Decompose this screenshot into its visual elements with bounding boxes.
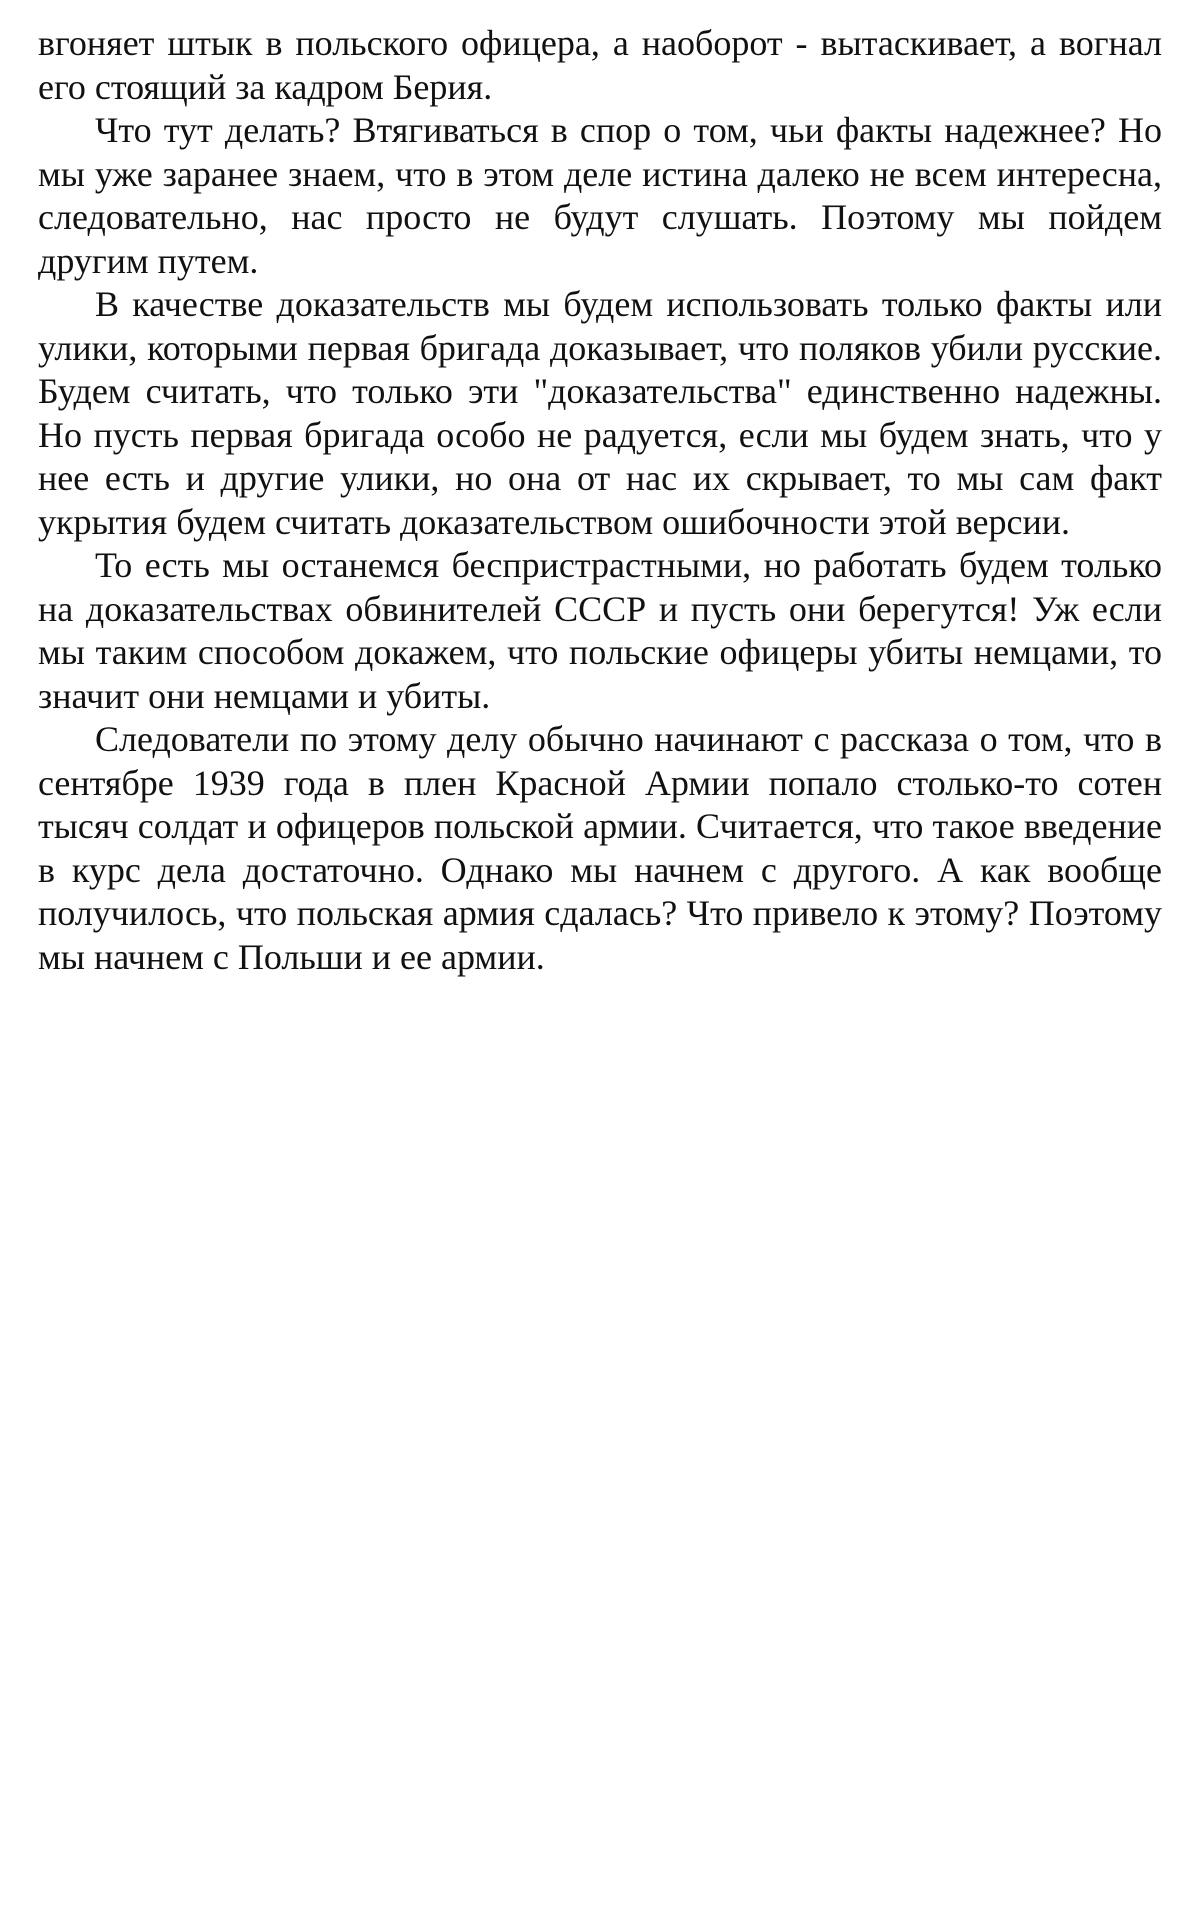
paragraph-impartial: То есть мы останемся беспристрастными, но работать будем только на доказательствах обвинителей СССР и пусть они берегутся! Уж если мы таким способом докажем, что польские офицеры убиты немцами, то значит они немцами и убиты. bbox=[38, 545, 1162, 716]
paragraph-what-to-do: Что тут делать? Втягиваться в спор о том, чьи факты надежнее? Но мы уже заранее знаем, что в этом деле истина далеко не всем интересна, следовательно, нас просто не будут слушать. Поэтому мы пойдем другим путем. bbox=[38, 110, 1162, 281]
paragraph-evidence: В качестве доказательств мы будем использовать только факты или улики, которыми первая бригада доказывает, что поляков убили русские. Будем считать, что только эти "доказательства" единственно надежны. Но пусть первая бригада особо не радуется, если мы будем знать, что у нее есть и другие улики, но она от нас их скрывает, то мы сам факт укрытия будем считать доказательством ошибочности этой версии. bbox=[38, 284, 1162, 542]
book-page-text bbox=[38, 22, 1162, 979]
paragraph-investigators: Следователи по этому делу обычно начинают с рассказа о том, что в сентябре 1939 года в плен Красной Армии попало столько-то сотен тысяч солдат и офицеров польской армии. Считается, что такое введение в курс дела достаточно. Однако мы начнем с другого. А как вообще получилось, что польская армия сдалась? Что привело к этому? Поэтому мы начнем с Польши и ее армии. bbox=[38, 719, 1162, 977]
paragraph-continuation: вгоняет штык в польского офицера, а наоборот - вытаскивает, а вогнал его стоящий за кадром Берия. bbox=[38, 23, 1162, 107]
